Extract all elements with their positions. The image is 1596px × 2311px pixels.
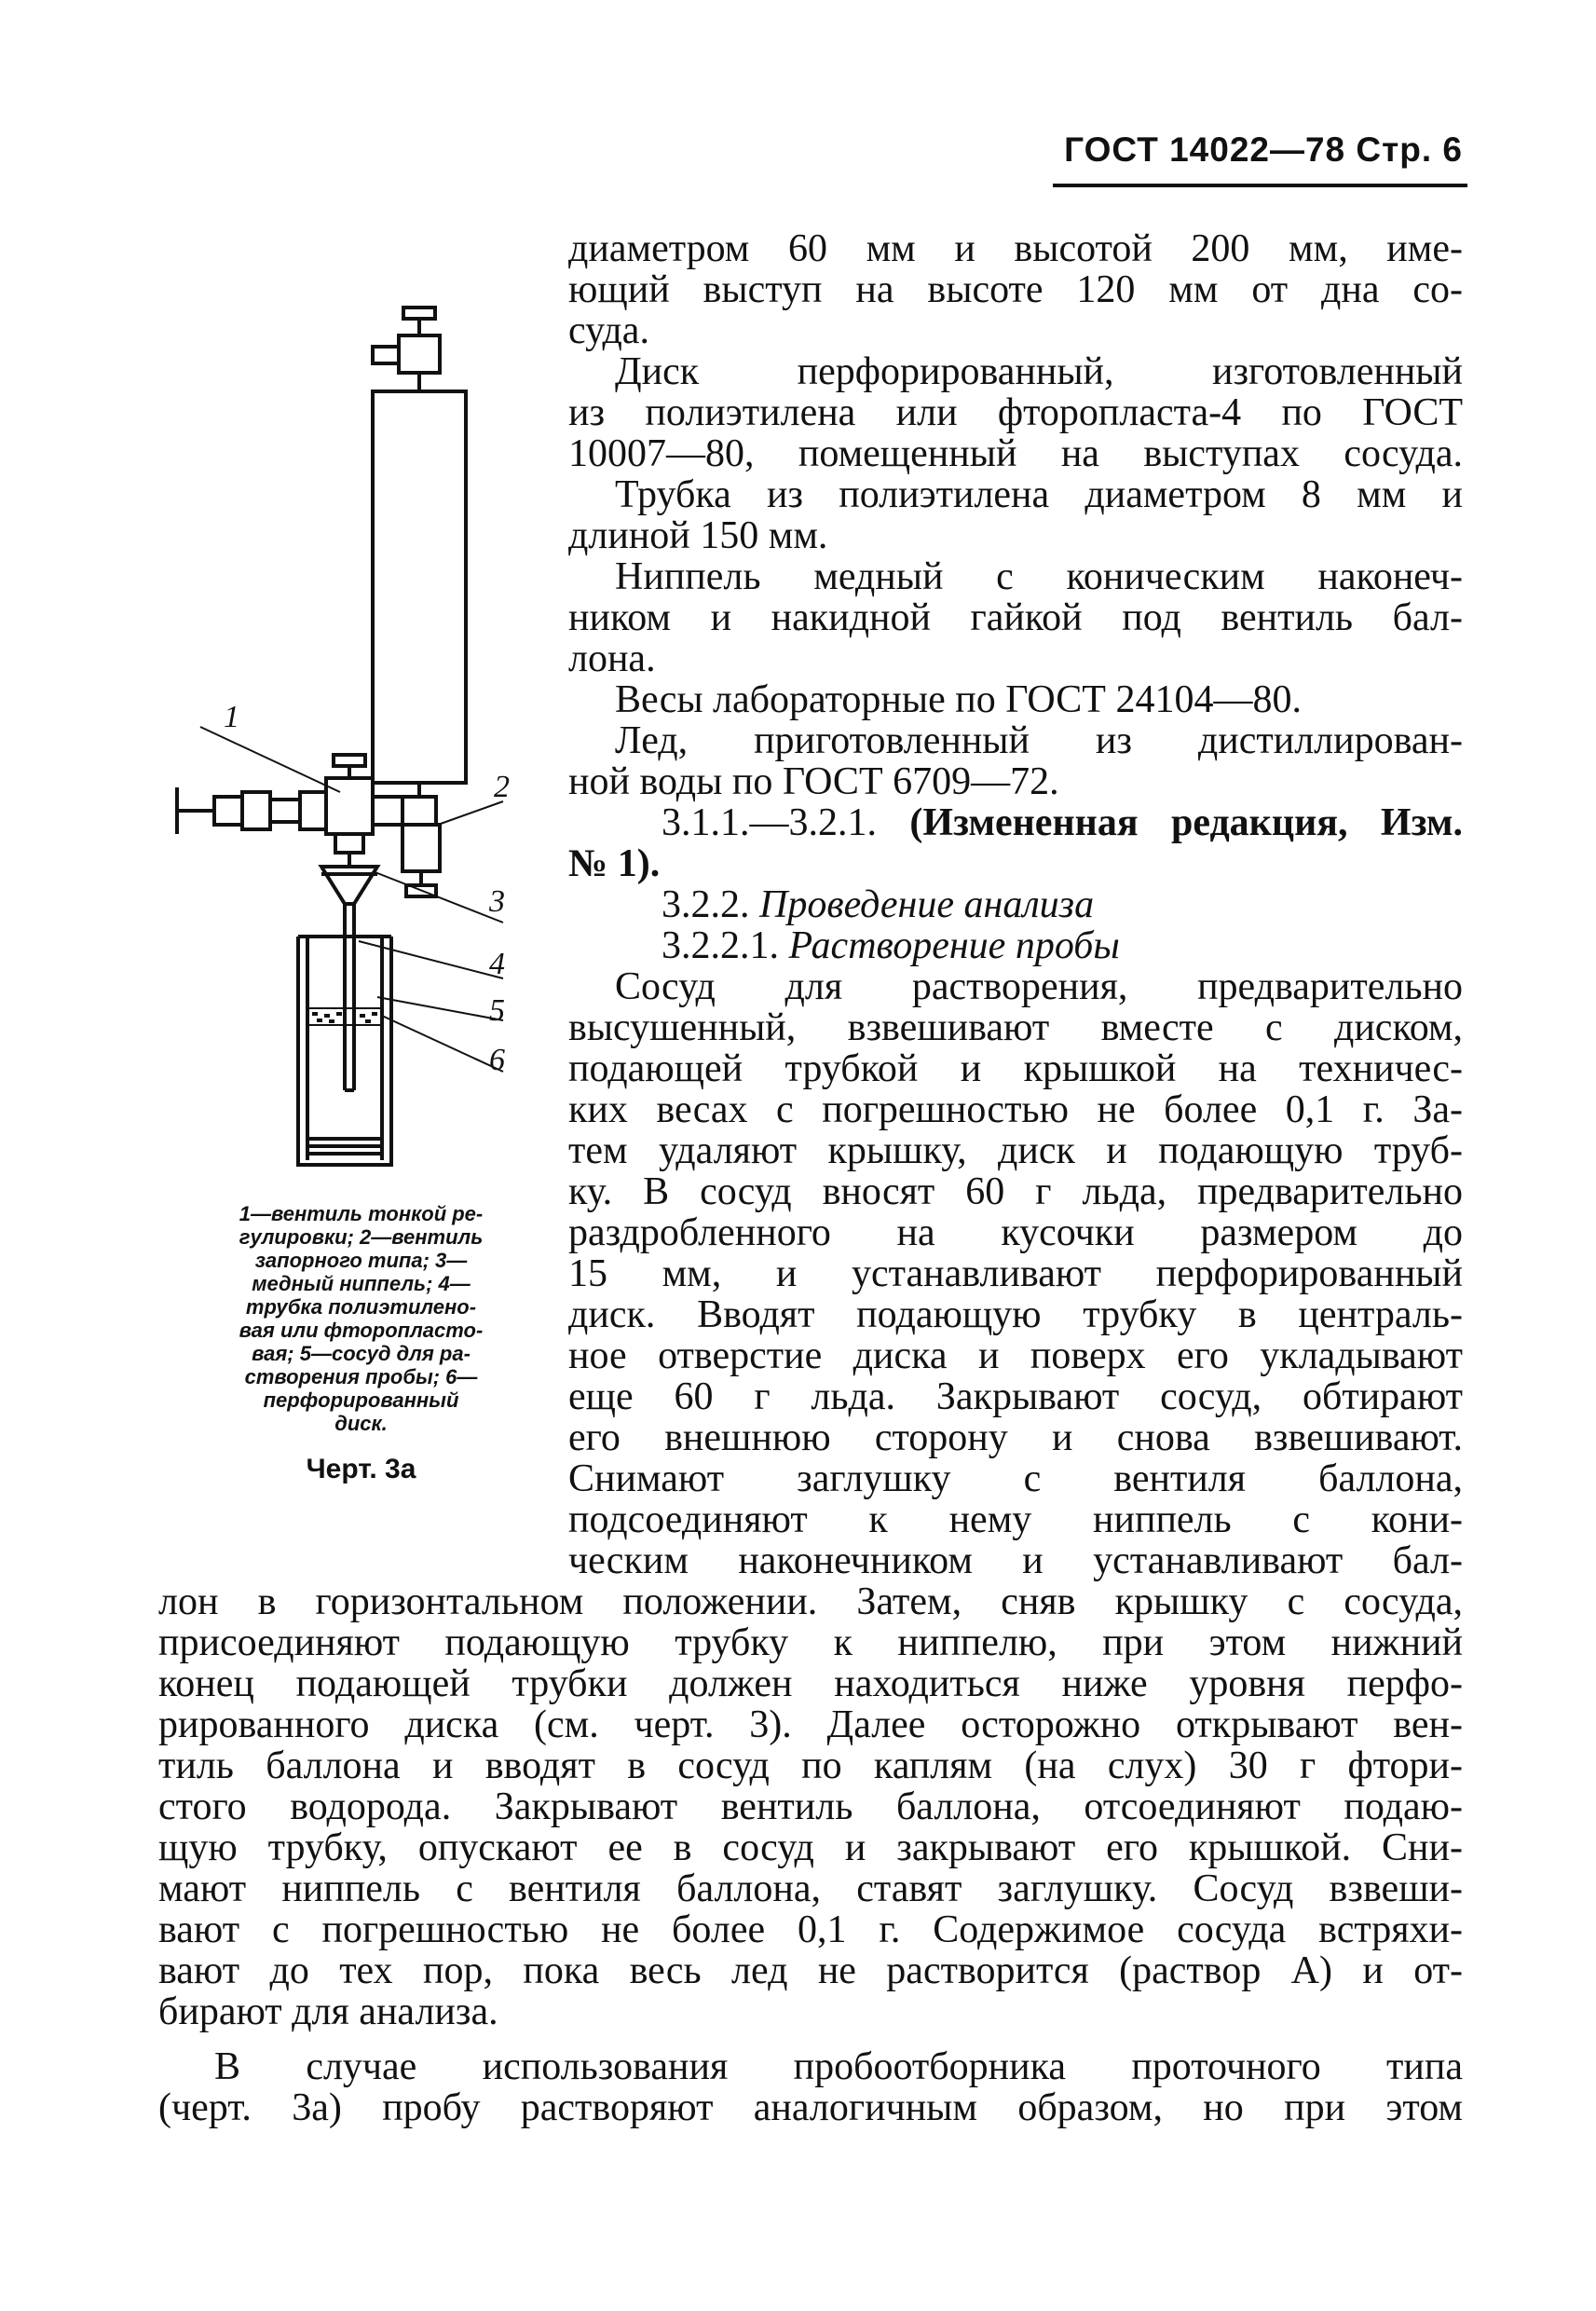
text-line: 15 мм, и устанавливают перфорированный <box>568 1252 1463 1295</box>
text-line: тем удаляют крышку, диск и подающую труб- <box>568 1129 1463 1172</box>
text-line: вают до тех пор, пока весь лед не растворится (раствор А) и от- <box>158 1949 1463 1992</box>
text-line: ющий выступ на высоте 120 мм от дна со- <box>568 268 1463 311</box>
text-line: высушенный, взвешивают вместе с диском, <box>568 1006 1463 1049</box>
text-line: Трубка из полиэтилена диаметром 8 мм и <box>615 473 1463 516</box>
figure-title: Черт. 3а <box>306 1454 416 1484</box>
text-line: из полиэтилена или фторопласта-4 по ГОСТ <box>568 391 1463 434</box>
fine-valve-body <box>326 778 373 834</box>
caption-line: медный ниппель; 4— <box>252 1272 471 1295</box>
text-line: суда. <box>568 309 649 352</box>
text-line: щую трубку, опускают ее в сосуд и закрывают его крышкой. Сни- <box>158 1826 1463 1869</box>
text-line: лон в горизонтальном положении. Затем, сняв крышку с сосуда, <box>158 1580 1463 1623</box>
top-valve-body <box>399 335 440 373</box>
caption-line: запорного типа; 3— <box>254 1249 468 1272</box>
text-line: Сосуд для растворения, предварительно <box>615 965 1463 1008</box>
shutoff-valve <box>402 825 440 871</box>
text-line: Ниппель медный с коническим наконеч- <box>615 555 1463 598</box>
text-line: тиль баллона и вводят в сосуд по каплям (на слух) 30 г фтори- <box>158 1744 1463 1787</box>
text-line: подсоединяют к нему ниппель с кони- <box>568 1498 1463 1541</box>
header-rule <box>1053 184 1467 187</box>
text-line: бирают для анализа. <box>158 1990 498 2033</box>
caption-line: вая или фторопласто- <box>239 1319 484 1342</box>
cylinder <box>373 391 466 783</box>
text-line: ку. В сосуд вносят 60 г льда, предварительно <box>568 1170 1463 1213</box>
amendment-note <box>662 802 1463 843</box>
section-322-num: 3.2.2. <box>662 883 759 926</box>
caption-line: вая; 5—сосуд для ра- <box>252 1342 471 1365</box>
section-3221-title: Растворение пробы <box>788 924 1120 967</box>
text-line: В случае использования пробоотборника проточного типа <box>214 2045 1463 2088</box>
text-line: присоединяют подающую трубку к ниппелю, при этом нижний <box>158 1621 1463 1664</box>
text-line: стого водорода. Закрывают вентиль баллона, отсоединяют подаю- <box>158 1785 1463 1828</box>
text-line: ческим наконечником и устанавливают бал- <box>568 1539 1463 1582</box>
callout-3: 3 <box>489 884 505 919</box>
top-valve-handle <box>403 308 435 319</box>
text-line: Снимают заглушку с вентиля баллона, <box>568 1457 1463 1500</box>
text-line: диск. Вводят подающую трубку в централь- <box>568 1293 1463 1336</box>
page-header: ГОСТ 14022—78 Стр. 6 <box>1064 130 1463 169</box>
caption-line: трубка полиэтилено- <box>245 1295 477 1319</box>
text-line: ких весах с погрешностью не более 0,1 г. За- <box>568 1088 1463 1131</box>
text-line: Лед, приготовленный из дистиллирован- <box>615 719 1463 762</box>
text-line: (черт. 3а) пробу растворяют аналогичным образом, но при этом <box>158 2086 1463 2129</box>
callout-5: 5 <box>489 993 505 1028</box>
sampler-diagram <box>158 289 531 1183</box>
callout-6: 6 <box>489 1043 505 1077</box>
text-line: конец подающей трубки должен находиться ниже уровня перфо- <box>158 1662 1463 1705</box>
text-line: Весы лабораторные по ГОСТ 24104—80. <box>615 678 1302 721</box>
callout-1: 1 <box>224 700 239 734</box>
text-line: ной воды по ГОСТ 6709—72. <box>568 760 1059 803</box>
text-line: раздробленного на кусочки размером до <box>568 1211 1463 1254</box>
text-line: вают с погрешностью не более 0,1 г. Содержимое сосуда встряхи- <box>158 1908 1463 1951</box>
text-line: диаметром 60 мм и высотой 200 мм, име- <box>568 227 1463 270</box>
amend-prefix: 3.1.1.—3.2.1. <box>662 801 910 844</box>
text-line: подающей трубкой и крышкой на техничес- <box>568 1047 1463 1090</box>
amend-bold: (Измененная редакция, Изм. <box>909 801 1463 844</box>
text-line: длиной 150 мм. <box>568 514 828 557</box>
text-line: его внешнюю сторону и снова взвешивают. <box>568 1416 1463 1459</box>
caption-line: диск. <box>334 1412 388 1435</box>
caption-line: 1—вентиль тонкой ре- <box>239 1202 484 1225</box>
callout-4: 4 <box>489 947 505 981</box>
callout-2: 2 <box>494 770 510 804</box>
text-line: Диск перфорированный, изготовленный <box>615 350 1463 393</box>
caption-line: створения пробы; 6— <box>244 1365 478 1388</box>
text-line: 10007—80, помещенный на выступах сосуда. <box>568 432 1463 475</box>
text-line: мают ниппель с вентиля баллона, ставят заглушку. Сосуд взвеши- <box>158 1867 1463 1910</box>
caption-line: гулировки; 2—вентиль <box>239 1225 484 1249</box>
amendment-note-2: № 1). <box>568 842 661 885</box>
text-line: ное отверстие диска и поверх его укладывают <box>568 1334 1463 1377</box>
text-line: еще 60 г льда. Закрывают сосуд, обтирают <box>568 1375 1463 1418</box>
section-322 <box>662 884 1463 925</box>
text-line: лона. <box>568 637 656 680</box>
fine-valve-handle <box>334 755 365 766</box>
caption-line: перфорированный <box>263 1388 459 1412</box>
text-line: рированного диска (см. черт. 3). Далее осторожно открывают вен- <box>158 1703 1463 1746</box>
figure-caption <box>191 1202 531 1435</box>
section-3221 <box>662 925 1463 966</box>
section-3221-num: 3.2.2.1. <box>662 924 789 967</box>
text-line: ником и накидной гайкой под вентиль бал- <box>568 596 1463 639</box>
section-322-title: Проведение анализа <box>759 883 1095 926</box>
